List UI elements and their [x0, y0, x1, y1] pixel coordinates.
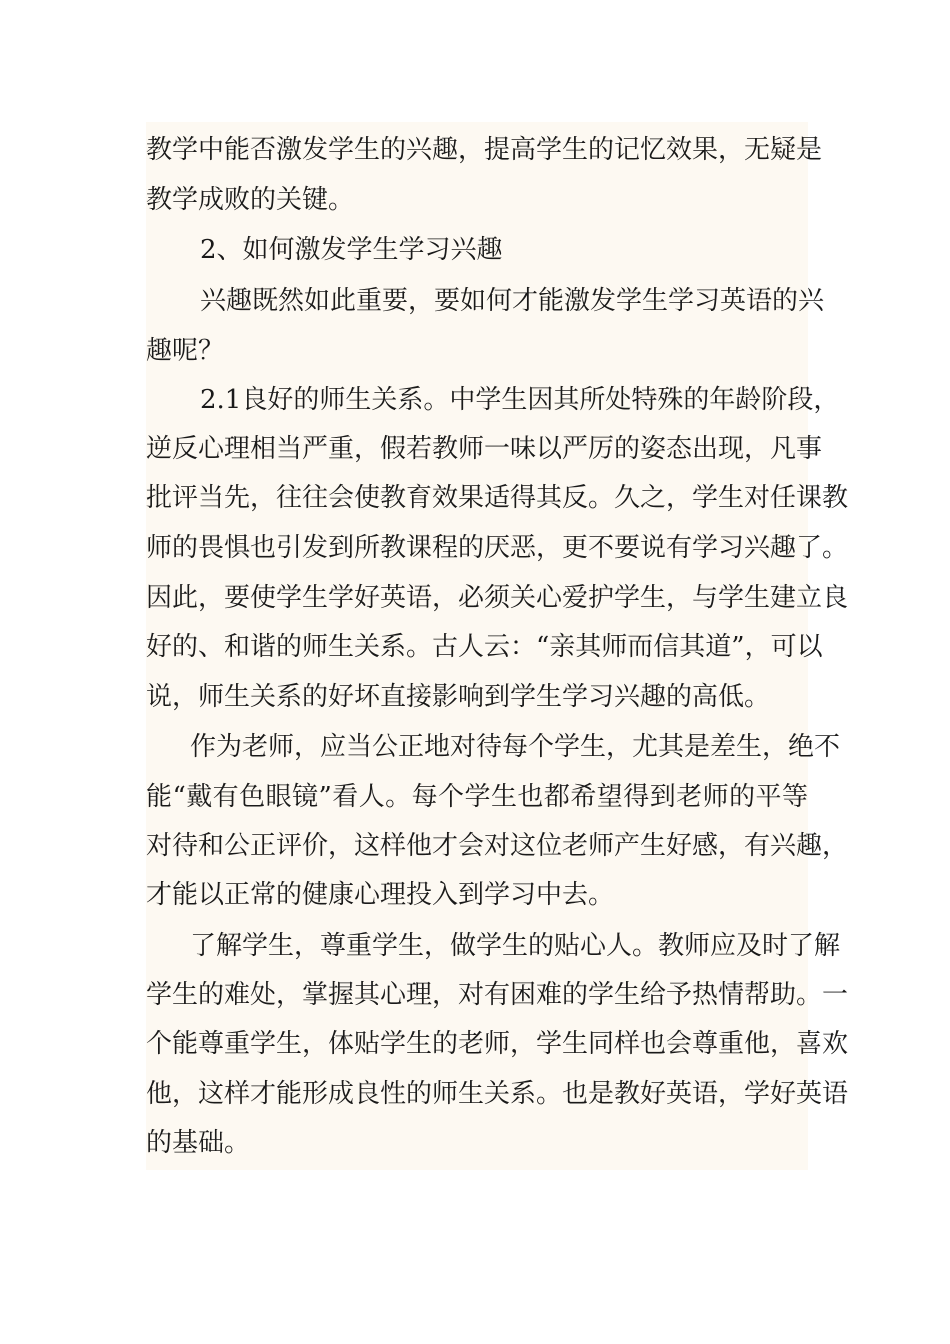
paragraph-line: 趣呢？ — [146, 336, 225, 366]
paragraph-line: 兴趣既然如此重要，要如何才能激发学生学习英语的兴 — [200, 286, 825, 316]
paragraph-line: 好的、和谐的师生关系。古人云：“亲其师而信其道”，可以 — [146, 632, 823, 662]
paragraph-line: 批评当先，往往会使教育效果适得其反。久之，学生对任课教 — [146, 483, 849, 513]
subsection-heading-line: 2.1良好的师生关系。中学生因其所处特殊的年龄阶段， — [200, 385, 840, 415]
paragraph-line: 能“戴有色眼镜”看人。每个学生也都希望得到老师的平等 — [146, 782, 808, 812]
paragraph-line: 说，师生关系的好坏直接影响到学生学习兴趣的高低。 — [146, 682, 771, 712]
paragraph-line: 因此，要使学生学好英语，必须关心爱护学生，与学生建立良 — [146, 583, 849, 613]
paragraph-line: 才能以正常的健康心理投入到学习中去。 — [146, 880, 615, 910]
paragraph-line: 作为老师，应当公正地对待每个学生，尤其是差生，绝不 — [190, 732, 841, 762]
paragraph-line: 他，这样才能形成良性的师生关系。也是教好英语，学好英语 — [146, 1079, 849, 1109]
paragraph-line: 师的畏惧也引发到所教课程的厌恶，更不要说有学习兴趣了。 — [146, 533, 849, 563]
paragraph-line: 学生的难处，掌握其心理，对有困难的学生给予热情帮助。一 — [146, 980, 849, 1010]
paragraph-line: 教学成败的关键。 — [146, 185, 355, 215]
paragraph-line: 个能尊重学生，体贴学生的老师，学生同样也会尊重他，喜欢 — [146, 1029, 849, 1059]
paragraph-line: 的基础。 — [146, 1128, 251, 1158]
paragraph-line: 了解学生，尊重学生，做学生的贴心人。教师应及时了解 — [190, 931, 841, 961]
paragraph-line: 逆反心理相当严重，假若教师一味以严厉的姿态出现，凡事 — [146, 434, 823, 464]
section-heading: 2、如何激发学生学习兴趣 — [200, 235, 503, 265]
paragraph-line: 教学中能否激发学生的兴趣，提高学生的记忆效果，无疑是 — [146, 135, 823, 165]
paragraph-line: 对待和公正评价，这样他才会对这位老师产生好感，有兴趣， — [146, 831, 849, 861]
